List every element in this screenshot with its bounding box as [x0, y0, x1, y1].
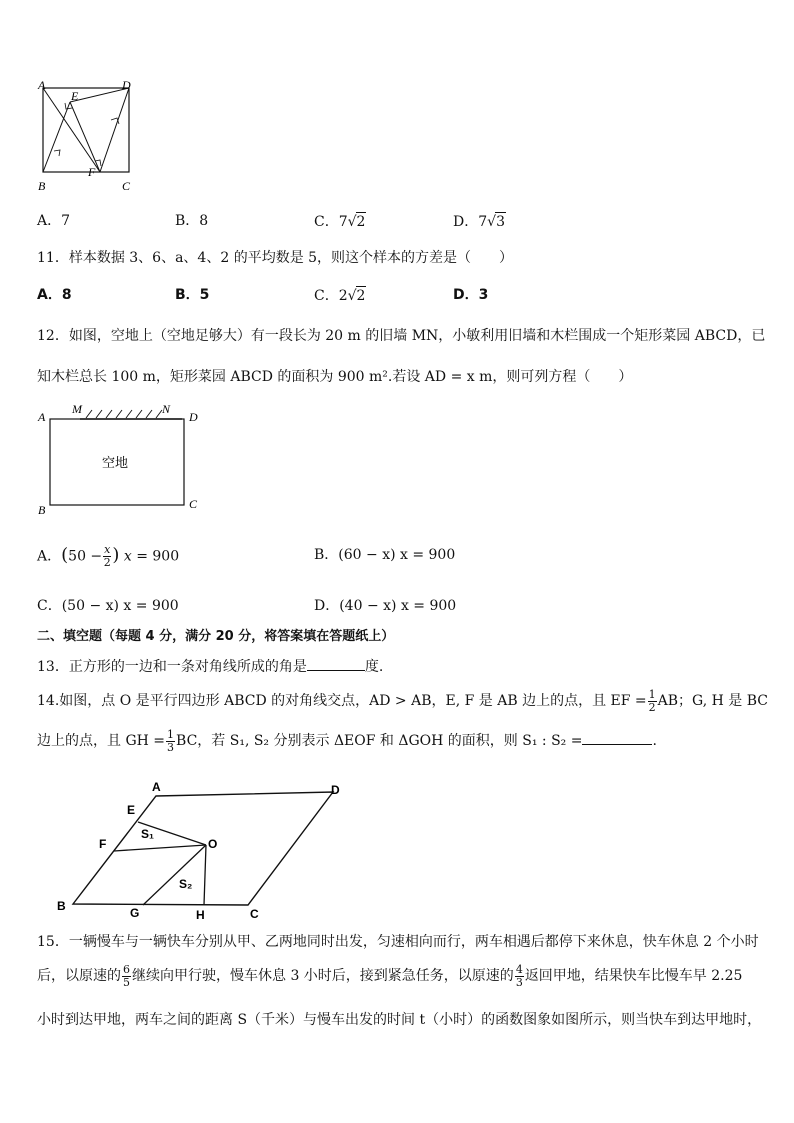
- q14-label-b: B: [57, 899, 66, 913]
- q11-option-a[interactable]: A．8: [37, 287, 72, 303]
- fig10-label-c: C: [122, 179, 131, 193]
- q15-question-line1: 15．一辆慢车与一辆快车分别从甲、乙两地同时出发，匀速相向而行，两车相遇后都停下来休息，快车休息 2 个小时: [37, 934, 759, 950]
- q12-label-c: C: [189, 497, 198, 511]
- q14-label-h: H: [196, 908, 205, 922]
- q10-option-c[interactable]: C．7√2: [314, 214, 366, 230]
- q14-question-line2: 边上的点，且 GH = $\frac{1}{3}$ BC，若 S₁, S₂ 分别表示 ΔEOF 和 ΔGOH 的面积，则 S₁ : S₂ = .: [37, 727, 657, 754]
- q12-label-n: N: [162, 402, 171, 416]
- q13-answer-blank[interactable]: [307, 656, 365, 671]
- q12-option-c[interactable]: C．(50 − x) x = 900: [37, 598, 179, 614]
- q14-label-s2: S₂: [179, 877, 193, 891]
- q11-option-d[interactable]: D．3: [453, 287, 489, 303]
- q11-option-b[interactable]: B．5: [175, 287, 210, 303]
- fig10-label-f: F: [88, 165, 96, 179]
- q10-option-a[interactable]: A．7: [37, 213, 71, 229]
- q12-question-line1: 12．如图，空地上（空地足够大）有一段长为 20 m 的旧墙 MN，小敏利用旧墙和木栏围成一个矩形菜园 ABCD，已: [37, 328, 766, 344]
- q12-label-center: 空地: [102, 456, 129, 471]
- q12-question-line2: 知木栏总长 100 m，矩形菜园 ABCD 的面积为 900 m².若设 AD = x m，则可列方程（ ）: [37, 369, 633, 385]
- fig10-label-d: D: [122, 78, 131, 92]
- q11-option-c[interactable]: C．2√2: [314, 288, 366, 304]
- q12-label-a: A: [38, 410, 46, 424]
- q10-option-b[interactable]: B．8: [175, 213, 209, 229]
- q14-label-d: D: [331, 783, 340, 797]
- rectangle-garden-figure: [34, 402, 209, 518]
- q14-question-line1: 14.如图，点 O 是平行四边形 ABCD 的对角线交点，AD > AB，E, F 是 AB 边上的点，且 EF = $\frac{1}{2}$ AB；G, H 是 BC: [37, 687, 769, 714]
- fig10-label-b: B: [38, 179, 46, 193]
- q12-label-b: B: [38, 503, 46, 517]
- q12-option-a[interactable]: A．(50 − $\frac{x}{2}$ ) x = 900: [37, 543, 180, 569]
- square-figure: [34, 78, 144, 196]
- q12-option-d[interactable]: D．(40 − x) x = 900: [314, 598, 457, 614]
- q15-question-line2: 后，以原速的 $\frac{6}{5}$ 继续向甲行驶，慢车休息 3 小时后，接到紧急任务，以原速的 $\frac{4}{3}$ 返回甲地，结果快车比慢车早 2.25: [37, 962, 743, 989]
- q12-option-b[interactable]: B．(60 − x) x = 900: [314, 547, 456, 563]
- q14-label-o: O: [208, 837, 218, 851]
- q14-label-c: C: [250, 907, 259, 921]
- q15-question-line3: 小时到达甲地，两车之间的距离 S（千米）与慢车出发的时间 t（小时）的函数图象如图所示，则当快车到达甲地时，: [37, 1012, 762, 1028]
- q10-option-d[interactable]: D．7√3: [453, 214, 505, 230]
- fig10-label-a: A: [38, 78, 46, 92]
- q11-question: 11．样本数据 3、6、a、4、2 的平均数是 5，则这个样本的方差是（ ）: [37, 250, 514, 266]
- q14-label-a: A: [152, 780, 161, 794]
- section2-title: 二、填空题（每题 4 分，满分 20 分，将答案填在答题纸上）: [37, 629, 395, 644]
- q12-label-m: M: [72, 402, 82, 416]
- q14-label-s1: S₁: [141, 827, 154, 841]
- q14-label-e: E: [127, 803, 136, 817]
- fig10-label-e: E: [71, 89, 79, 103]
- q12-label-d: D: [189, 410, 198, 424]
- q14-label-f: F: [99, 837, 107, 851]
- q13-question: 13．正方形的一边和一条对角线所成的角是 度.: [37, 656, 383, 676]
- parallelogram-figure: [48, 776, 358, 922]
- q14-answer-blank[interactable]: [582, 730, 652, 745]
- q14-label-g: G: [130, 906, 140, 920]
